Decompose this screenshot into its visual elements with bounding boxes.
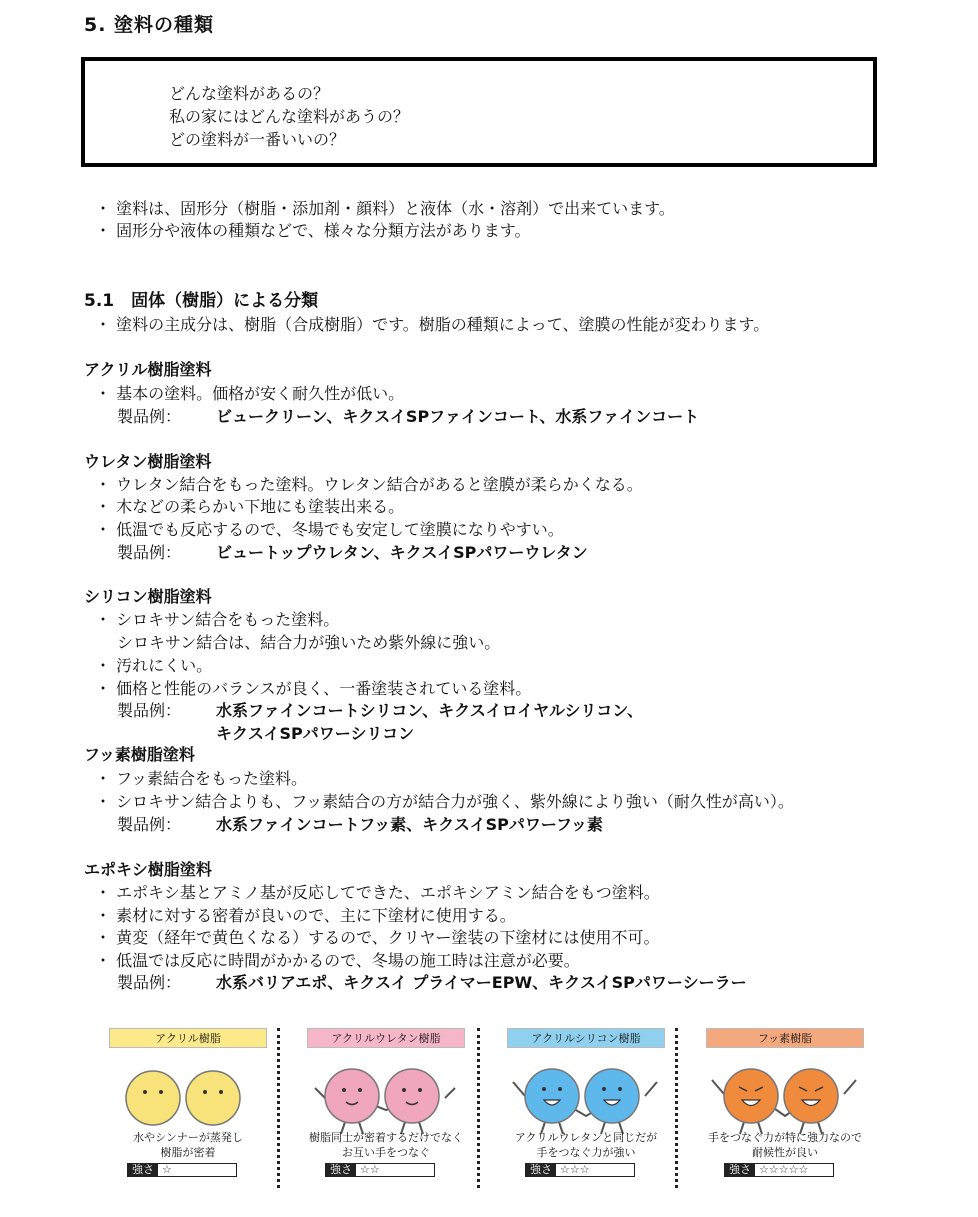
panel-caption-2: 手をつなぐ力が強い	[536, 1146, 636, 1159]
epoxy-line-4: ・ 低温では反応に時間がかかるので、冬場の施工時は注意が必要。	[95, 951, 580, 970]
panel-separator	[277, 1028, 280, 1188]
panel-separator	[477, 1028, 480, 1188]
silicone-line-2: シロキサン結合は、結合力が強いため紫外線に強い。	[117, 633, 501, 652]
question-box	[81, 57, 877, 167]
character-illustration	[307, 1058, 465, 1138]
panel-caption-1: 手をつなぐ力が特に強力なので	[708, 1131, 862, 1144]
question-3: どの塗料が一番いいの？	[169, 130, 346, 149]
acrylic-product-label: 製品例：	[117, 407, 182, 426]
strength-stars: ☆☆	[360, 1163, 380, 1176]
resin-panel-acrylic-urethane	[307, 1028, 465, 1190]
epoxy-products: 水系バリアエポ、キクスイ プライマーEPW、キクスイSPパワーシーラー	[216, 973, 747, 992]
strength-label: 強さ	[526, 1164, 556, 1176]
acrylic-products: ビュークリーン、キクスイSPファインコート、水系ファインコート	[216, 407, 700, 426]
strength-stars: ☆☆☆	[560, 1163, 590, 1176]
intro-bullet-1: ・ 塗料は、固形分（樹脂・添加剤・顔料）と液体（水・溶剤）で出来ています。	[95, 199, 675, 218]
strength-bar	[724, 1163, 834, 1177]
section-lead: ・ 塗料の主成分は、樹脂（合成樹脂）です。樹脂の種類によって、塗膜の性能が変わります。	[95, 315, 770, 334]
panel-caption-1: アクリルウレタンと同じだが	[514, 1131, 658, 1144]
strength-bar	[127, 1163, 237, 1177]
character-body	[126, 1071, 180, 1125]
strength-label: 強さ	[725, 1164, 755, 1176]
character-body	[724, 1069, 778, 1123]
fluoro-product-label: 製品例：	[117, 815, 182, 834]
resin-panel-fluoro	[706, 1028, 864, 1190]
epoxy-line-2: ・ 素材に対する密着が良いので、主に下塗材に使用する。	[95, 906, 516, 925]
intro-bullet-2: ・ 固形分や液体の種類などで、様々な分類方法があります。	[95, 221, 531, 240]
question-1: どんな塗料があるの？	[169, 84, 330, 103]
resin-panel-acrylic-silicone	[507, 1028, 665, 1190]
character-body	[186, 1071, 240, 1125]
epoxy-title: エポキシ樹脂塗料	[84, 860, 212, 879]
urethane-line-3: ・ 低温でも反応するので、冬場でも安定して塗膜になりやすい。	[95, 520, 564, 539]
urethane-title: ウレタン樹脂塗料	[84, 452, 212, 471]
fluoro-line-2: ・ シロキサン結合よりも、フッ素結合の方が結合力が強く、紫外線により強い（耐久性が高い）。	[95, 792, 794, 811]
fluoro-line-1: ・ フッ素結合をもった塗料。	[95, 769, 307, 788]
character-body	[784, 1069, 838, 1123]
page-title: 5. 塗料の種類	[84, 14, 215, 36]
epoxy-line-3: ・ 黄変（経年で黄色くなる）するので、クリヤー塗装の下塗材には使用不可。	[95, 928, 660, 947]
character-body	[325, 1069, 379, 1123]
character-body	[385, 1069, 439, 1123]
character-body	[585, 1069, 639, 1123]
character-illustration	[109, 1058, 267, 1138]
character-body	[525, 1069, 579, 1123]
panel-caption-2: 耐候性が良い	[752, 1146, 818, 1159]
silicone-title: シリコン樹脂塗料	[84, 587, 212, 606]
urethane-products: ビュートップウレタン、キクスイSPパワーウレタン	[216, 543, 588, 562]
urethane-line-2: ・ 木などの柔らかい下地にも塗装出来る。	[95, 497, 405, 516]
silicone-products: 水系ファインコートシリコン、キクスイロイヤルシリコン、	[216, 701, 643, 720]
panel-tag: アクリルウレタン樹脂	[307, 1028, 465, 1048]
strength-stars: ☆	[162, 1163, 172, 1176]
section-heading: 5.1 固体（樹脂）による分類	[84, 291, 319, 311]
panel-caption-2: 樹脂が密着	[160, 1146, 216, 1159]
panel-caption-2: お互い手をつなぐ	[342, 1146, 430, 1159]
silicone-line-3: ・ 汚れにくい。	[95, 656, 213, 675]
panel-tag: アクリル樹脂	[109, 1028, 267, 1048]
strength-label: 強さ	[128, 1164, 158, 1176]
strength-bar	[525, 1163, 635, 1177]
panel-caption-1: 水やシンナーが蒸発し	[133, 1131, 243, 1144]
panel-tag: フッ素樹脂	[706, 1028, 864, 1048]
resin-panel-acrylic	[109, 1028, 267, 1190]
silicone-line-1: ・ シロキサン結合をもった塗料。	[95, 610, 340, 629]
silicone-line-4: ・ 価格と性能のバランスが良く、一番塗装されている塗料。	[95, 679, 532, 698]
fluoro-products: 水系ファインコートフッ素、キクスイSPパワーフッ素	[216, 815, 603, 834]
panel-tag: アクリルシリコン樹脂	[507, 1028, 665, 1048]
acrylic-line-1: ・ 基本の塗料。価格が安く耐久性が低い。	[95, 384, 405, 403]
epoxy-line-1: ・ エポキシ基とアミノ基が反応してできた、エポキシアミン結合をもつ塗料。	[95, 883, 660, 902]
panel-separator	[675, 1028, 678, 1188]
acrylic-title: アクリル樹脂塗料	[84, 360, 212, 379]
question-2: 私の家にはどんな塗料があうの？	[169, 107, 410, 126]
epoxy-product-label: 製品例：	[117, 973, 182, 992]
silicone-products-2: キクスイSPパワーシリコン	[216, 724, 415, 743]
urethane-product-label: 製品例：	[117, 543, 182, 562]
character-illustration	[706, 1058, 864, 1138]
urethane-line-1: ・ ウレタン結合をもった塗料。ウレタン結合があると塗膜が柔らかくなる。	[95, 475, 643, 494]
silicone-product-label: 製品例：	[117, 701, 182, 720]
panel-caption-1: 樹脂同士が密着するだけでなく	[309, 1131, 463, 1144]
strength-stars: ☆☆☆☆☆	[759, 1163, 809, 1176]
fluoro-title: フッ素樹脂塗料	[84, 745, 195, 764]
strength-bar	[325, 1163, 435, 1177]
character-illustration	[507, 1058, 665, 1138]
strength-label: 強さ	[326, 1164, 356, 1176]
